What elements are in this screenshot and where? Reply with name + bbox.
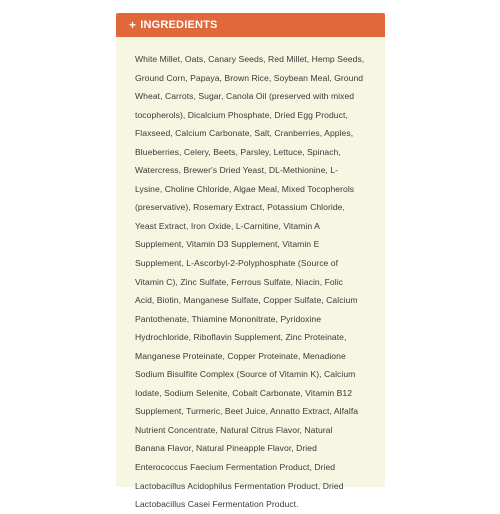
ingredients-line: Ground Corn, Papaya, Brown Rice, Soybean Meal, Ground bbox=[135, 72, 364, 83]
ingredients-line: Flaxseed, Calcium Carbonate, Salt, Cranberries, Apples, bbox=[135, 128, 354, 139]
ingredients-line: Wheat, Carrots, Sugar, Canola Oil (preserved with mixed bbox=[135, 91, 355, 102]
ingredients-line: Vitamin C), Zinc Sulfate, Ferrous Sulfate, Niacin, Folic bbox=[135, 276, 344, 287]
ingredients-line: Yeast Extract, Iron Oxide, L-Carnitine, Vitamin A bbox=[135, 220, 320, 231]
ingredients-line: Enterococcus Faecium Fermentation Product, Dried bbox=[135, 462, 336, 473]
ingredients-line: Nutrient Concentrate, Natural Citrus Flavor, Natural bbox=[135, 424, 333, 435]
ingredients-line: Iodate, Sodium Selenite, Cobalt Carbonate, Vitamin B12 bbox=[135, 387, 353, 398]
ingredients-line: Blueberries, Celery, Beets, Parsley, Lettuce, Spinach, bbox=[135, 146, 341, 157]
ingredients-line: Supplement, Vitamin D3 Supplement, Vitamin E bbox=[135, 239, 320, 250]
ingredients-line: Manganese Proteinate, Copper Proteinate, Menadione bbox=[135, 350, 346, 361]
ingredients-line: Acid, Biotin, Manganese Sulfate, Copper Sulfate, Calcium bbox=[135, 295, 358, 306]
ingredients-panel bbox=[116, 13, 385, 510]
ingredients-line: Lactobacillus Acidophilus Fermentation Product, Dried bbox=[135, 480, 344, 491]
ingredients-header[interactable] bbox=[116, 13, 385, 37]
ingredients-line: Pantothenate, Thiamine Mononitrate, Pyridoxine bbox=[135, 313, 322, 324]
ingredients-line: Sodium Bisulfite Complex (Source of Vitamin K), Calcium bbox=[135, 369, 356, 380]
ingredients-line: Supplement, L-Ascorbyl-2-Polyphosphate (Source of bbox=[135, 258, 339, 269]
expand-plus-icon[interactable]: + bbox=[129, 18, 137, 32]
ingredients-line: White Millet, Oats, Canary Seeds, Red Millet, Hemp Seeds, bbox=[135, 54, 365, 64]
ingredients-line: (preservative), Rosemary Extract, Potassium Chloride, bbox=[135, 202, 345, 213]
ingredients-line: Supplement, Turmeric, Beet Juice, Annatto Extract, Alfalfa bbox=[135, 406, 359, 417]
ingredients-line: Hydrochloride, Riboflavin Supplement, Zinc Proteinate, bbox=[135, 332, 347, 343]
ingredients-body bbox=[116, 37, 385, 510]
ingredients-line: Banana Flavor, Natural Pineapple Flavor, Dried bbox=[135, 443, 317, 454]
ingredients-line: tocopherols), Dicalcium Phosphate, Dried Egg Product, bbox=[135, 109, 348, 120]
ingredients-title: INGREDIENTS bbox=[140, 19, 218, 31]
ingredients-line: Lysine, Choline Chloride, Algae Meal, Mixed Tocopherols bbox=[135, 183, 355, 194]
ingredients-line: Watercress, Brewer's Dried Yeast, DL-Methionine, L- bbox=[135, 165, 339, 176]
ingredients-line: Lactobacillus Casei Fermentation Product. bbox=[135, 499, 299, 510]
ingredients-text bbox=[135, 50, 375, 514]
